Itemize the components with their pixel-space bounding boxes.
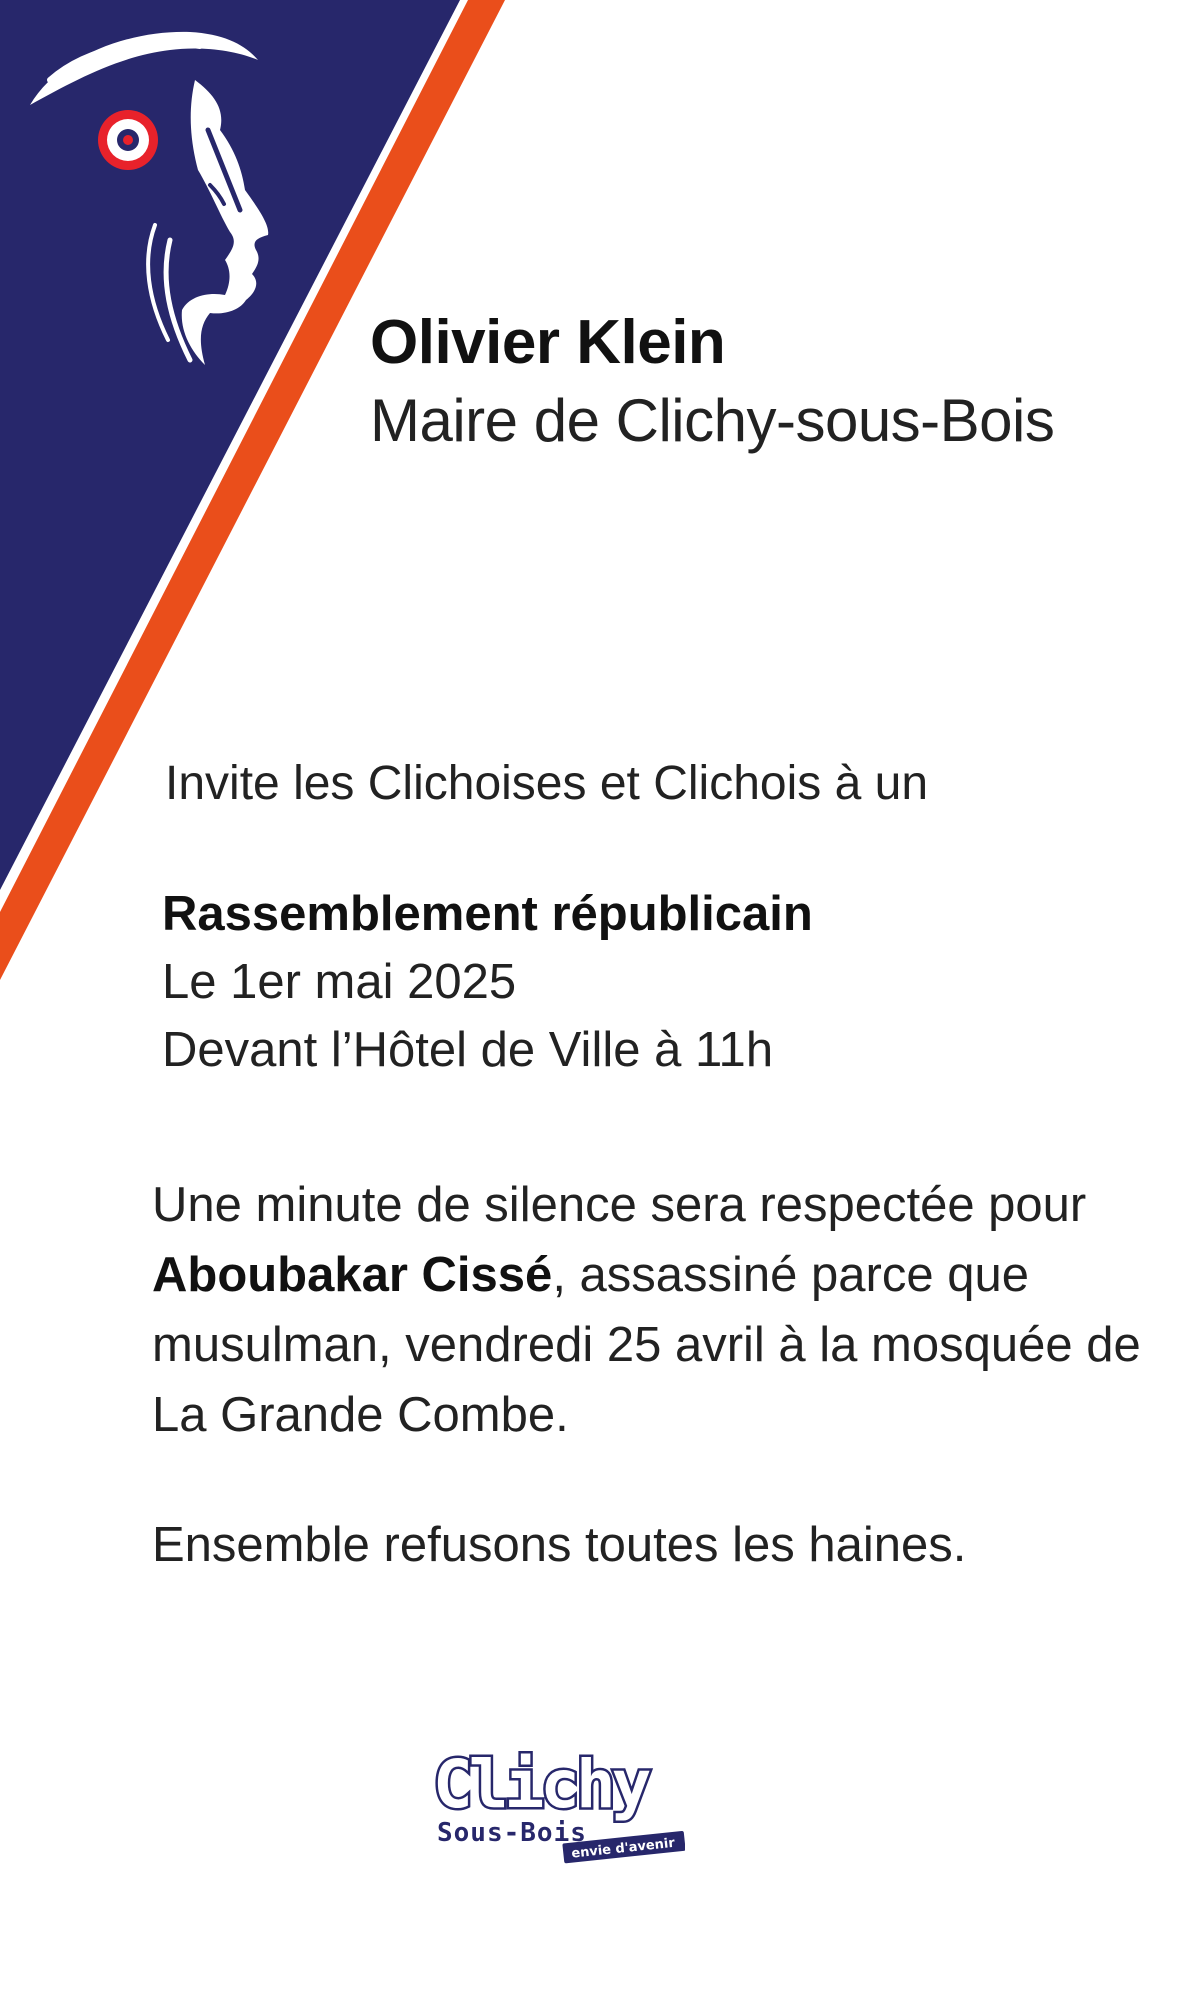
tribute-paragraph <box>152 1170 1152 1450</box>
mayor-name: Olivier Klein <box>370 308 726 377</box>
tribute-intro: Une minute de silence sera respectée pour <box>152 1178 1087 1232</box>
event-title: Rassemblement républicain <box>162 887 813 941</box>
event-place-time: Devant l’Hôtel de Ville à 11h <box>162 1023 774 1077</box>
closing-line: Ensemble refusons toutes les haines. <box>152 1518 967 1572</box>
event-block <box>162 880 813 1084</box>
logo-sub: Sous-Bois <box>437 1818 587 1848</box>
marianne-emblem-icon <box>20 10 300 370</box>
tribute-rest: , assassiné parce que musulman, vendredi 25 avril à la mosquée de La Grande Combe. <box>152 1248 1141 1442</box>
victim-name: Aboubakar Cissé <box>152 1248 553 1302</box>
logo-main: Clichy <box>433 1746 648 1823</box>
clichy-sous-bois-logo-icon <box>425 1745 685 1875</box>
event-date: Le 1er mai 2025 <box>162 955 517 1009</box>
mayor-title: Maire de Clichy-sous-Bois <box>370 387 1055 454</box>
invite-line: Invite les Clichoises et Clichois à un <box>165 757 929 810</box>
logo-tagline: envie d'avenir <box>570 1835 676 1862</box>
mayor-header <box>370 305 1054 461</box>
